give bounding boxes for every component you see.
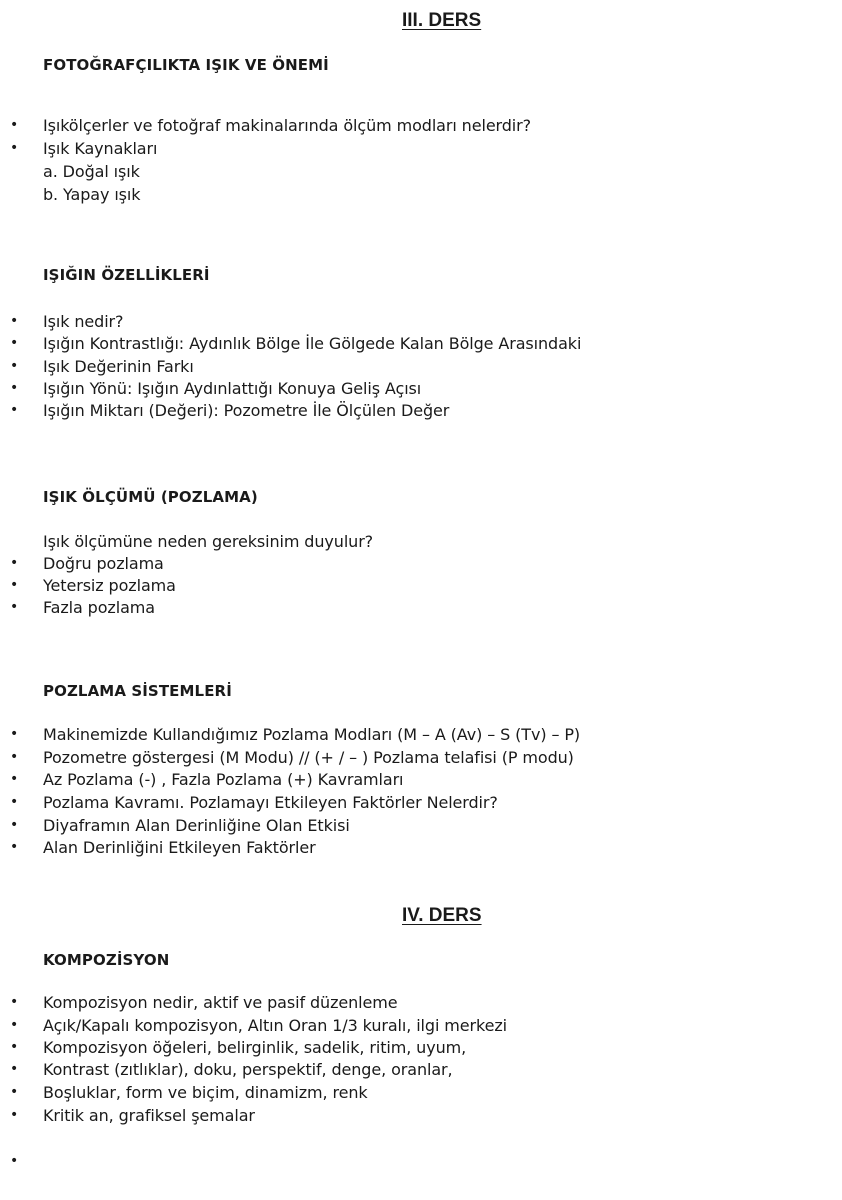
bullet-icon: • <box>10 794 19 810</box>
list-item <box>10 1016 507 1035</box>
list-item <box>10 1060 453 1079</box>
bullet-icon: • <box>10 1039 19 1055</box>
lesson-3-title: III. DERS <box>402 10 482 31</box>
list-item <box>10 357 194 376</box>
bullet-icon: • <box>10 1017 19 1033</box>
bullet-icon: • <box>10 771 19 787</box>
list-item-text: Açık/Kapalı kompozisyon, Altın Oran 1/3 kuralı, ilgi merkezi <box>43 1016 507 1035</box>
list-item <box>10 748 574 767</box>
list-item-text: Işık Değerinin Farkı <box>43 357 194 376</box>
bullet-icon: • <box>10 599 19 615</box>
list-item <box>10 139 158 158</box>
list-item <box>10 993 398 1012</box>
list-item <box>10 116 532 135</box>
bullet-icon: • <box>10 577 19 593</box>
section-heading-light-metering: IŞIK ÖLÇÜMÜ (POZLAMA) <box>43 488 258 506</box>
bullet-icon: • <box>10 380 19 396</box>
bullet-icon: • <box>10 1061 19 1077</box>
list-item-text: Işık nedir? <box>43 312 124 331</box>
list-item-text: Pozlama Kavramı. Pozlamayı Etkileyen Faktörler Nelerdir? <box>43 793 498 812</box>
list-item-text: Kompozisyon öğeleri, belirginlik, sadelik, ritim, uyum, <box>43 1038 467 1057</box>
section-heading-light-properties: IŞIĞIN ÖZELLİKLERİ <box>43 266 210 284</box>
list-item <box>10 725 581 744</box>
bullet-icon: • <box>10 117 19 133</box>
bullet-icon: • <box>10 1153 19 1169</box>
list-item-text: Işığın Kontrastlığı: Aydınlık Bölge İle Gölgede Kalan Bölge Arasındaki <box>43 334 582 353</box>
sub-item: a. Doğal ışık <box>43 162 140 181</box>
list-item-text: Kritik an, grafiksel şemalar <box>43 1106 255 1125</box>
bullet-icon: • <box>10 402 19 418</box>
bullet-icon: • <box>10 839 19 855</box>
lesson-4-title: IV. DERS <box>402 905 482 926</box>
list-item-text: Yetersiz pozlama <box>43 576 176 595</box>
list-item <box>10 379 422 398</box>
bullet-icon: • <box>10 358 19 374</box>
bullet-icon: • <box>10 749 19 765</box>
list-item-text: Kontrast (zıtlıklar), doku, perspektif, denge, oranlar, <box>43 1060 453 1079</box>
list-item-text: Işık Kaynakları <box>43 139 158 158</box>
bullet-icon: • <box>10 313 19 329</box>
list-item <box>10 334 582 353</box>
section-heading-light-importance: FOTOĞRAFÇILIKTA IŞIK VE ÖNEMİ <box>43 56 329 74</box>
list-item <box>10 576 176 595</box>
section-heading-composition: KOMPOZİSYON <box>43 951 170 969</box>
bullet-icon: • <box>10 335 19 351</box>
list-item-text: Alan Derinliğini Etkileyen Faktörler <box>43 838 316 857</box>
list-item <box>10 401 450 420</box>
list-item-text: Işığın Yönü: Işığın Aydınlattığı Konuya Geliş Açısı <box>43 379 422 398</box>
list-item-text: Boşluklar, form ve biçim, dinamizm, renk <box>43 1083 368 1102</box>
list-item <box>10 1038 467 1057</box>
list-item <box>10 816 350 835</box>
bullet-icon: • <box>10 726 19 742</box>
list-item-text: Doğru pozlama <box>43 554 164 573</box>
list-item-text: Az Pozlama (-) , Fazla Pozlama (+) Kavramları <box>43 770 404 789</box>
list-item <box>10 770 404 789</box>
list-item <box>10 554 164 573</box>
bullet-icon: • <box>10 1107 19 1123</box>
bullet-icon: • <box>10 555 19 571</box>
list-item-text: Kompozisyon nedir, aktif ve pasif düzenleme <box>43 993 398 1012</box>
list-item <box>10 1106 255 1125</box>
list-item-text: Makinemizde Kullandığımız Pozlama Modları (M – A (Av) – S (Tv) – P) <box>43 725 581 744</box>
list-item <box>10 838 316 857</box>
bullet-icon: • <box>10 1084 19 1100</box>
bullet-icon: • <box>10 140 19 156</box>
list-item-text: Diyaframın Alan Derinliğine Olan Etkisi <box>43 816 350 835</box>
list-item-text: Fazla pozlama <box>43 598 155 617</box>
bullet-icon: • <box>10 817 19 833</box>
sub-item: b. Yapay ışık <box>43 185 141 204</box>
list-item <box>10 598 155 617</box>
list-item-text: Pozometre göstergesi (M Modu) // (+ / – ) Pozlama telafisi (P modu) <box>43 748 574 767</box>
bullet-icon: • <box>10 994 19 1010</box>
section-intro: Işık ölçümüne neden gereksinim duyulur? <box>43 532 374 551</box>
list-item <box>10 793 498 812</box>
list-item-text: Işığın Miktarı (Değeri): Pozometre İle Ölçülen Değer <box>43 401 450 420</box>
list-item <box>10 1083 368 1102</box>
list-item-text: Işıkölçerler ve fotoğraf makinalarında ölçüm modları nelerdir? <box>43 116 532 135</box>
section-heading-exposure-systems: POZLAMA SİSTEMLERİ <box>43 682 232 700</box>
list-item <box>10 312 124 331</box>
